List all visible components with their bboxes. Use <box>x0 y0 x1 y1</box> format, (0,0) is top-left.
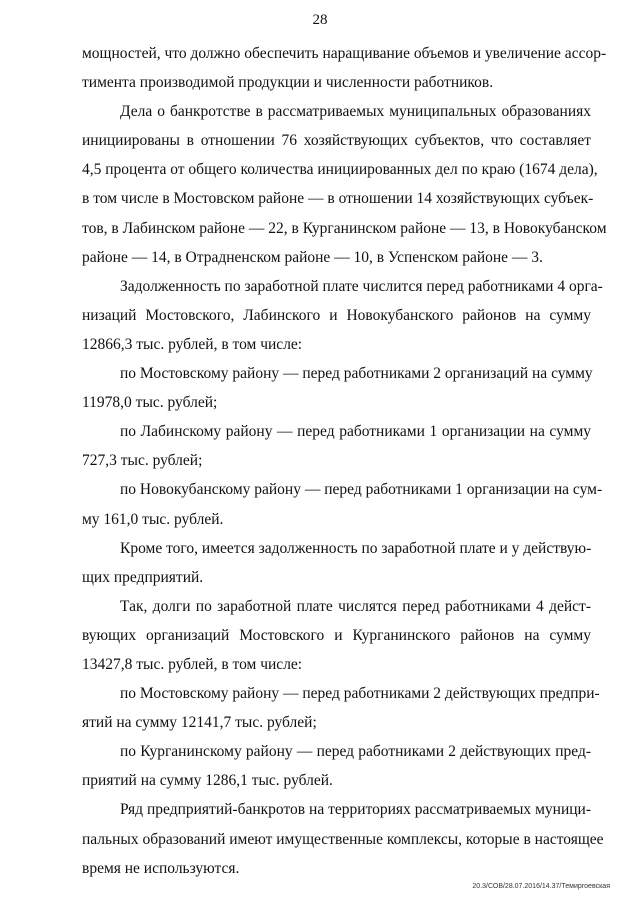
page-number: 28 <box>312 12 328 28</box>
text-line: 4,5 процента от общего количества инициированных дел по краю (1674 дела), <box>82 161 598 179</box>
text-line: районе — 14, в Отрадненском районе — 10, в Успенском районе — 3. <box>82 248 543 266</box>
text-line: 13427,8 тыс. рублей, в том числе: <box>82 655 303 673</box>
text-line: низаций Мостовского, Лабинского и Новокубанского районов на сумму <box>82 306 591 324</box>
text-line: по Мостовскому району — перед работниками 2 организаций на сумму <box>120 365 593 383</box>
text-line: Ряд предприятий-банкротов на территориях рассматриваемых муници- <box>120 801 591 819</box>
text-line: 12866,3 тыс. рублей, в том числе: <box>82 335 303 353</box>
text-line: ятий на сумму 12141,7 тыс. рублей; <box>82 714 317 732</box>
text-line: приятий на сумму 1286,1 тыс. рублей. <box>82 772 333 790</box>
document-body <box>82 39 607 883</box>
text-line: по Курганинскому району — перед работниками 2 действующих пред- <box>120 743 591 761</box>
text-line: му 161,0 тыс. рублей. <box>82 510 224 528</box>
text-line: 11978,0 тыс. рублей; <box>82 394 218 412</box>
text-line: инициированы в отношении 76 хозяйствующих субъектов, что составляет <box>82 132 591 150</box>
text-line: Кроме того, имеется задолженность по заработной плате и у действую- <box>120 539 592 557</box>
text-line: щих предприятий. <box>82 568 204 586</box>
text-line: в том числе в Мостовском районе — в отношении 14 хозяйствующих субъек- <box>82 190 594 208</box>
text-line: Так, долги по заработной плате числятся перед работниками 4 дейст- <box>120 597 591 615</box>
text-line: по Новокубанскому району — перед работниками 1 организации на сум- <box>120 481 603 499</box>
text-line: время не используются. <box>82 859 240 877</box>
text-line: пальных образований имеют имущественные комплексы, которые в настоящее <box>82 830 604 848</box>
text-line: Задолженность по заработной плате числится перед работниками 4 орга- <box>120 277 603 295</box>
text-line: тов, в Лабинском районе — 22, в Курганинском районе — 13, в Новокубанском <box>82 219 607 237</box>
text-line: вующих организаций Мостовского и Курганинского районов на сумму <box>82 626 591 644</box>
text-line: тимента производимой продукции и численности работников. <box>82 74 494 92</box>
text-line: Дела о банкротстве в рассматриваемых муниципальных образованиях <box>120 103 591 121</box>
text-line: по Лабинскому району — перед работниками 1 организации на сумму <box>120 423 591 441</box>
document-footer-stamp: 20.3/СОВ/28.07.2016/14.37/Темиргоевская <box>472 883 610 890</box>
text-line: по Мостовскому району — перед работниками 2 действующих предпри- <box>120 685 600 703</box>
text-line: мощностей, что должно обеспечить наращивание объемов и увеличение ассор- <box>82 45 607 62</box>
text-line: 727,3 тыс. рублей; <box>82 452 203 470</box>
